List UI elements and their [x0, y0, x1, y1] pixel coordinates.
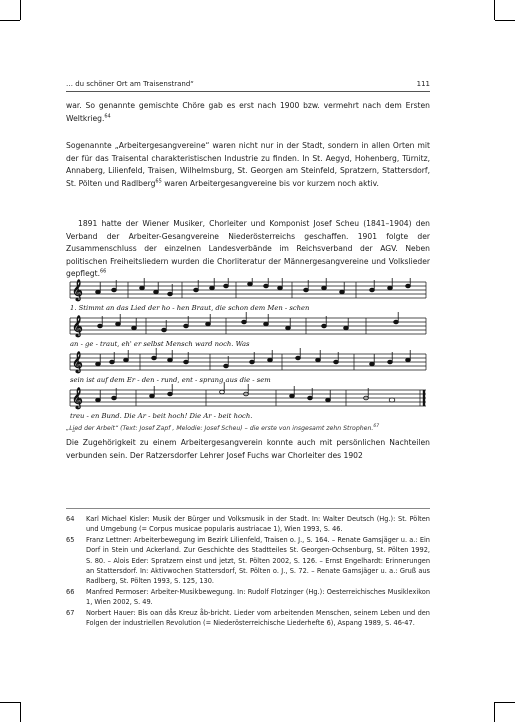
- paragraph-3: [66, 218, 430, 281]
- staff-2-notes: [72, 312, 398, 337]
- crop-mark: [494, 702, 495, 722]
- staff-3-notes: [72, 348, 410, 373]
- crop-mark: [495, 20, 515, 21]
- paragraph-text: war. So genannte gemischte Chöre gab es erst nach 1900 bzw. vermehrt nach dem Ersten Weltkrieg.: [66, 101, 430, 123]
- footnote-ref: 67: [373, 424, 380, 429]
- header-rule: [66, 91, 430, 92]
- crop-mark: [494, 0, 495, 20]
- music-score-svg: [66, 278, 430, 424]
- lyric-line-2: an - ge - traut, eh' er selbst Mensch ward noch. Was: [70, 340, 250, 348]
- footnote-text: Manfred Permoser: Arbeiter-Musikbewegung. In: Rudolf Flotzinger (Hg.): Oesterreichisches Musiklexikon 1, Wien 2002, S. 49.: [86, 587, 430, 607]
- footnote-text: Karl Michael Kisler: Musik der Bürger und Volksmusik in der Stadt. In: Walter Deutsch (Hg.): St. Pölten und Umgebung (= Corpus musicae popularis austriacae 1), Wien 1993, S. 46.: [86, 515, 430, 534]
- footnote: [66, 514, 430, 535]
- footnote-rule: [66, 508, 430, 509]
- footnote-text: Norbert Hauer: Bis oan dås Kreuz åb-bricht. Lieder vom arbeitenden Menschen, seinem Leben und den Folgen der industriellen Revolution (= Niederösterreichische Liederhefte 6), Aspang 1989, S. 46-47.: [86, 608, 430, 628]
- paragraph-2: [66, 140, 430, 190]
- paragraph-text: 1891 hatte der Wiener Musiker, Chorleiter und Komponist Josef Scheu (1841–1904) den Verband der Arbeiter-Gesangvereine Niederösterreichs geschaffen. 1901 folgte der Zusammenschluss der einzelnen Landesverbände im Reichsverband der AGV. Neben politischen Freiheitsliedern wurden die Chorliteratur der Männergesangvereine und Volkslieder gepflegt.: [66, 219, 430, 279]
- paragraph-4: [66, 437, 430, 462]
- caption-mark: “: [72, 430, 76, 437]
- page-number: 111: [416, 80, 430, 88]
- footnote: [66, 608, 430, 629]
- footnote: [66, 587, 430, 608]
- crop-mark: [20, 702, 21, 722]
- footnote: [66, 535, 430, 587]
- crop-mark: [0, 20, 20, 21]
- crop-mark: [0, 702, 20, 703]
- staff-2: [70, 318, 426, 334]
- footnote-number: 67: [66, 608, 75, 617]
- lyric-line-1: 1. Stimmt an das Lied der ho - hen Braut, die schon dem Men - schen: [70, 304, 310, 312]
- paragraph-text: Die Zugehörigkeit zu einem Arbeitergesangverein konnte auch mit persönlichen Nachteilen verbunden sein. Der Ratzersdorfer Lehrer Josef Fuchs war Chorleiter des 1902: [66, 438, 430, 460]
- paragraph-1: [66, 100, 430, 125]
- caption-text: „Lied der Arbeit“ (Text: Josef Zapf , Melodie: Josef Scheu) – die erste von insgesamt zehn Strophen.: [66, 425, 374, 433]
- staff-4-notes: [72, 382, 395, 409]
- running-title: … du schöner Ort am Traisenstrand“: [66, 80, 194, 88]
- svg-text:𝄞: 𝄞: [72, 352, 83, 373]
- music-score: [66, 278, 430, 424]
- paragraph-text: Sogenannte „Arbeitergesangvereine“ waren nicht nur in der Stadt, sondern in allen Orten mit der für das Traisental charakteristischen Industrie zu finden. In St. Aegyd, Hohenberg, Türnitz, Annaberg, Lilienfeld, Traisen, Wilhelmsburg, St. Georgen am Steinfeld, Spratzern, Stattersdorf, St. Pölten und Radlberg: [66, 141, 430, 188]
- footnote-ref: 66: [99, 268, 107, 275]
- crop-mark: [20, 0, 21, 20]
- svg-text:𝄞: 𝄞: [72, 388, 83, 409]
- footnote-number: 65: [66, 535, 75, 544]
- lyric-line-3: sein ist auf dem Er - den - rund, ent - sprang aus die - sem: [70, 376, 271, 384]
- crop-mark: [495, 702, 515, 703]
- svg-text:𝄞: 𝄞: [72, 280, 83, 301]
- staff-1-notes: [72, 278, 410, 301]
- footnote-number: 64: [66, 515, 75, 523]
- footnotes: [66, 514, 430, 628]
- svg-text:𝄞: 𝄞: [72, 316, 83, 337]
- paragraph-text-tail: waren Arbeitergesangvereine bis vor kurzem noch aktiv.: [161, 178, 379, 188]
- lyric-line-4: treu - en Bund. Die Ar - beit hoch! Die Ar - beit hoch.: [70, 412, 253, 420]
- footnote-number: 66: [66, 587, 75, 596]
- footnote-ref: 65: [155, 178, 162, 185]
- figure-caption: [66, 424, 430, 432]
- footnote-ref: 64: [104, 113, 111, 120]
- footnote-text: Franz Lettner: Arbeiterbewegung im Bezirk Lilienfeld, Traisen o. J., S. 164. – Renate Gamsjäger u. a.: Ein Dorf in Stein und Ackerland. Zur Geschichte des Stadtteiles St. Georgen-Ochsenburg, St. Pölten 1992, S. 80. – Alois Eder: Spratzern einst und jetzt, St. Pölten 2002, S. 126. – Ernst Engelhardt: Erinnerungen an Stattersdorf. In: Aktivwochen Stattersdorf, St. Pölten o. J., S. 72. – Renate Gamsjäger u. a.: Gruß aus Radlberg, St. Pölten 1993, S. 125, 130.: [86, 535, 430, 586]
